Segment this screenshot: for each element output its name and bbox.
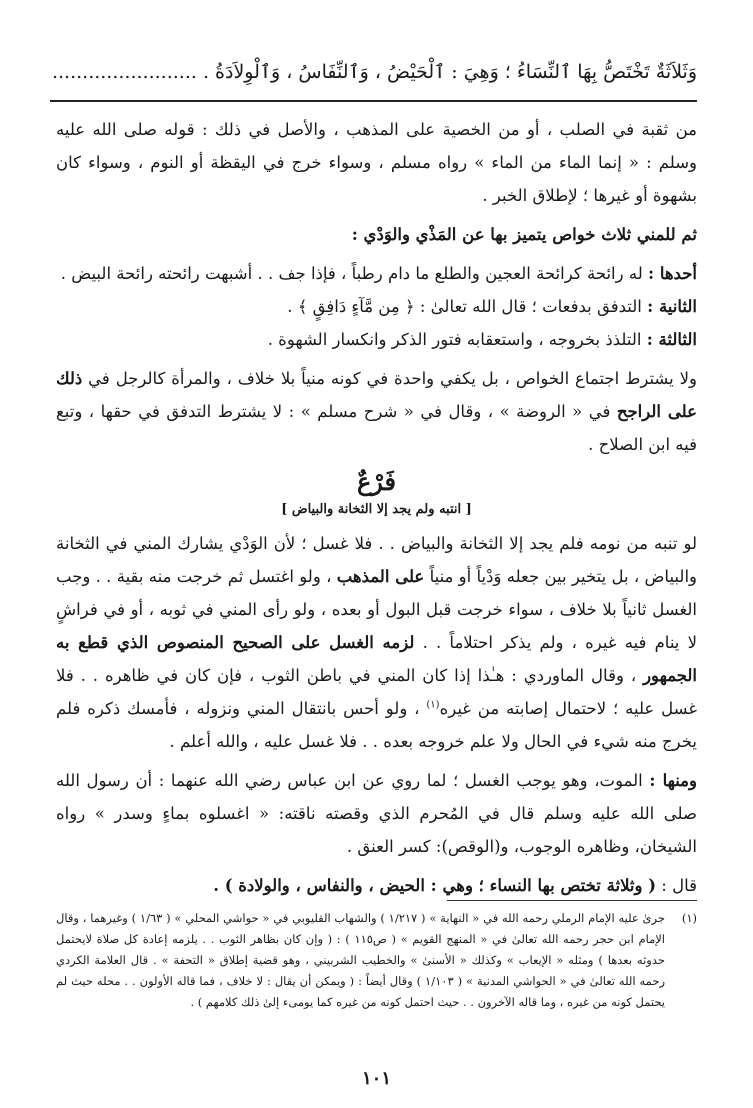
- section-title: [ انتبه ولم يجد إلا الثخانة والبياض ]: [281, 502, 472, 517]
- paragraph: ثم للمني ثلاث خواص يتميز بها عن المَذْي والوَدْي :: [351, 225, 697, 244]
- item-label: الثالثة :: [646, 330, 697, 349]
- item-label: أحدها :: [647, 264, 697, 283]
- paragraph: قال : ( وثلاثة تختص بها النساء ؛ وهي : الحيض ، والنفاس ، والولادة ) .: [213, 876, 697, 895]
- paragraph: الثالثة : التلذذ بخروجه ، واستعقابه فتور الذكر وانكسار الشهوة .: [267, 330, 697, 349]
- paragraph: أحدها : له رائحة كرائحة العجين والطلع ما دام رطباً ، فإذا جف . . أشبهت رائحته رائحة البيض .: [60, 264, 697, 283]
- footnote-ref[interactable]: (١): [426, 699, 440, 711]
- footnote-number: (١): [681, 911, 697, 925]
- paragraph: من ثقبة في الصلب ، أو من الخصية على المذهب ، والأصل في ذلك : قوله صلى الله عليه وسلم : « إنما الماء من الماء » رواه مسلم ، وسواء خرج في اليقظة أو النوم ، وسواء كان بشهوة أو غيرها ؛ لإطلاق الخبر .: [56, 120, 697, 205]
- item-label: الثانية :: [647, 297, 697, 316]
- paragraph: الثانية : التدفق بدفعات ؛ قال الله تعالىٰ : ﴿ مِن مَّآءٍ دَافِقٍ ﴾ .: [287, 297, 697, 316]
- main-text: [56, 113, 697, 902]
- paragraph: ولا يشترط اجتماع الخواص ، بل يكفي واحدة في كونه منياً بلا خلاف ، والمرأة كالرجل في ذلك على الراجح في « الروضة » ، وقال في « شرح مسلم » : لا يشترط التدفق في حقها ، وتبع فيه ابن الصلاح .: [56, 369, 698, 454]
- section-heading-ornament: فَرْعٌ: [356, 467, 397, 496]
- header-rule: [50, 100, 697, 102]
- page-number: ١٠١: [361, 1068, 391, 1089]
- running-header: [50, 52, 697, 92]
- footnote-rule: [447, 900, 697, 901]
- paragraph: لو تنبه من نومه فلم يجد إلا الثخانة والبياض . . فلا غسل ؛ لأن الوَدْي يشارك المني في الثخانة والبياض ، بل يتخير بين جعله وَدْياً أو منياً على المذهب ، ولو اغتسل ثم خرجت منه بقية . . وجب الغسل ثانياً بلا خلاف ، سواء خرجت قبل البول أو بعده ، ولو رأى المني في ثوبه ، أو في فراشٍ لا ينام فيه غيره ، ولم يذكر احتلاماً . . لزمه الغسل على الصحيح المنصوص الذي قطع به الجمهور ، وقال الماوردي : هـٰذا إذا كان المني في باطن الثوب ، فإن كان في ظاهره . . فلا غسل عليه ؛ لاحتمال إصابته من غيره$^{(١)}$ ، ولو أحس بانتقال المني ونزوله ، فأمسك ذكره فلم يخرج منه شيء في الحال ولا علم خروجه بعده . . فلا غسل عليه ، والله أعلم .: [56, 534, 698, 751]
- header-title: وَثَلاَثَةٌ تَخْتَصُّ بِهَا ٱلنِّسَاءُ ؛ وَهِيَ : ٱلْحَيْضُ ، وَٱلنِّفَاسُ ، وَٱلْوِلاَدَةُ .: [202, 61, 697, 83]
- item-label: ومنها :: [649, 771, 697, 790]
- paragraph: ومنها : الموت، وهو يوجب الغسل ؛ لما روي عن ابن عباس رضي الله عنهما : أن رسول الله صلى الله عليه وسلم قال في المُحرم الذي وقصته ناقته: « اغسلوه بماءٍ وسدر » رواه الشيخان، وظاهره الوجوب، و(الوقص): كسر العنق .: [56, 771, 697, 856]
- footnote-text: جرىٰ عليه الإمام الرملي رحمه الله في « النهاية » ( ١/٢١٧ ) والشهاب القليوبي في « حواشي المحلي » ( ١/٦٣ ) وغيرهما ، وقال الإمام ابن حجر رحمه الله تعالىٰ في « المنهج القويم » ( ص١١٥ ) : ( وإن كان بظاهر الثوب . . يلزمه إعادة كل صلاة لايحتمل حدوثه بعدها ) ومثله « الإيعاب » وكذلك « الأسنىٰ » والخطيب الشربيني ، وهو قضية إطلاق « التحفة » . قال العلامة الكردي رحمه الله تعالىٰ في « الحواشي المدنية » ( ١/١٠٣ ) وقال أيضاً : ( ويمكن أن يقال : لا خلاف ، فما قاله الأولون . . محله حيث لم يحتمل كونه من غيره ، وما قاله الآخرون . . حيث احتمل كونه من غيره كما يومىء إلىٰ ذلك كلامهم ) .: [56, 911, 665, 1009]
- footnote: [56, 908, 697, 1013]
- header-dots: ........................: [51, 61, 197, 83]
